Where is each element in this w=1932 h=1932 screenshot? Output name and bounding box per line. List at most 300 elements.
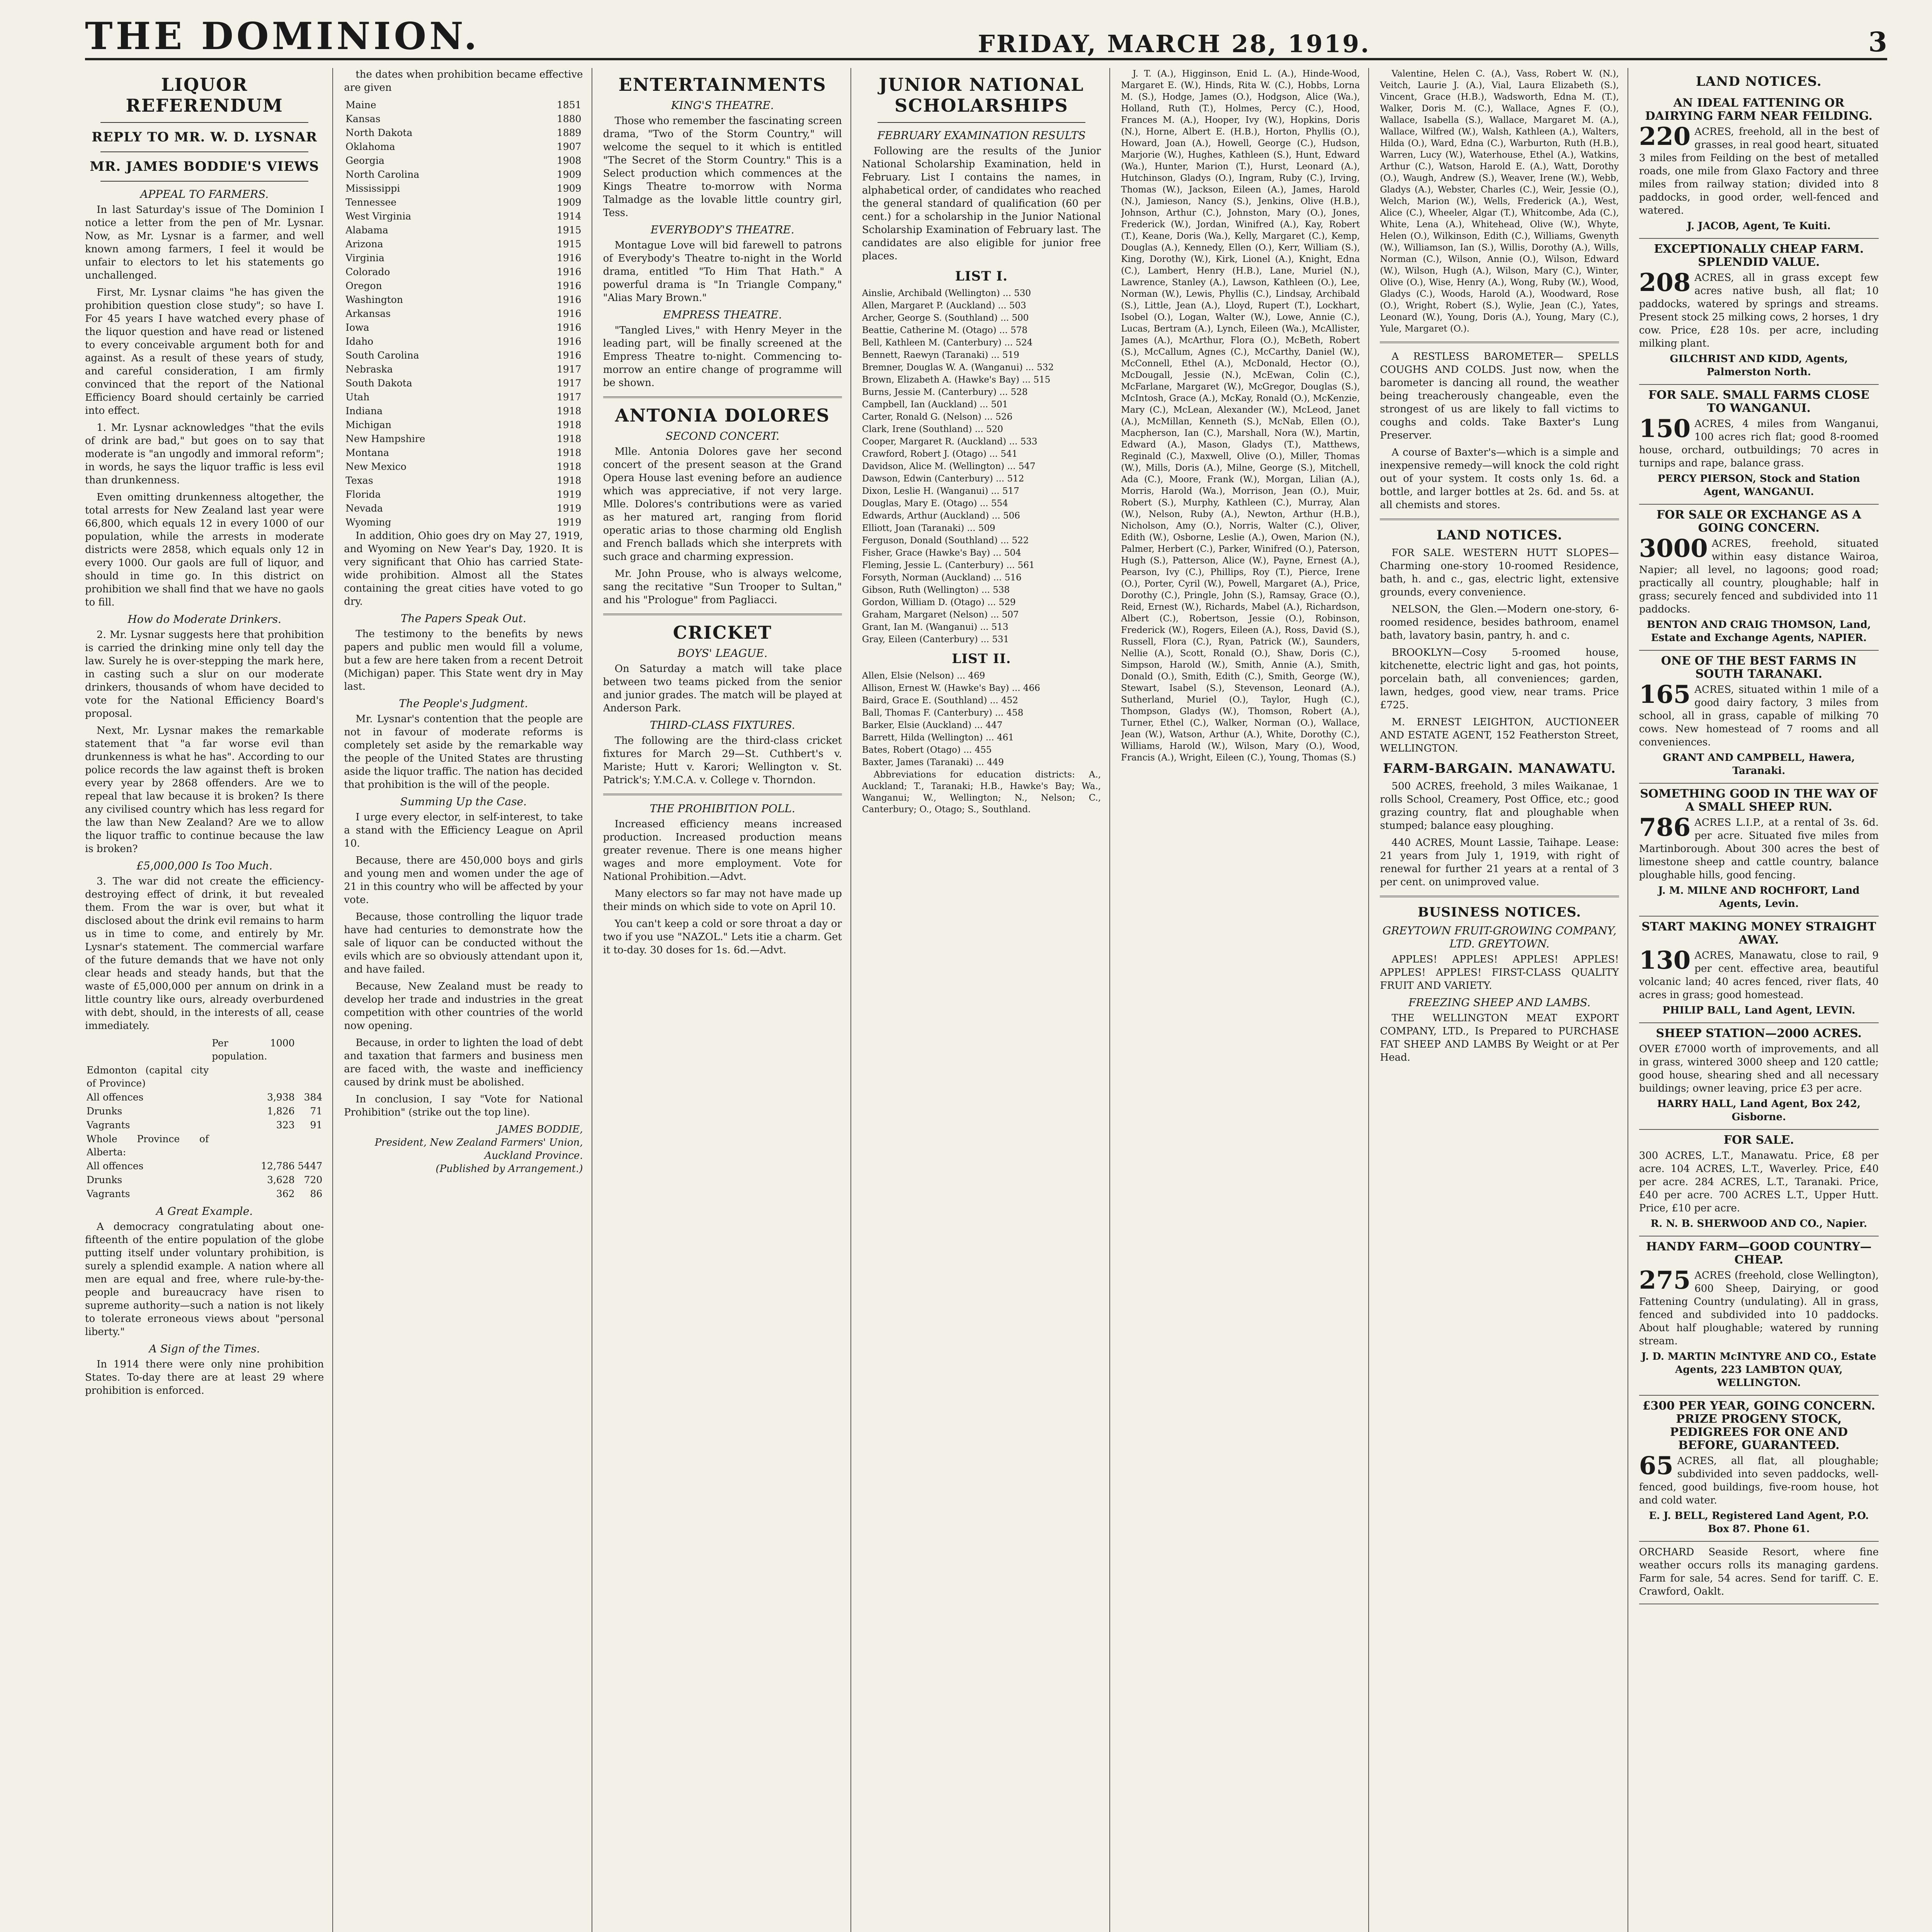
land-notices (1380, 546, 1619, 712)
ad-text: ACRES, freehold, situated within easy distance Wairoa, Napier; all level, no lagoons; good road; practically all country, ploughable; half in grass; securely fenced and subdivided into 11 paddocks. (1639, 538, 1879, 615)
paragraph: In 1914 there were only nine prohibition States. To-day there are at least 29 where prohibition is enforced. (85, 1359, 324, 1396)
state-name: North Dakota (345, 127, 413, 138)
state-name: Florida (345, 489, 381, 500)
list-item: Barrett, Hilda (Wellington) ... 461 (862, 733, 1014, 743)
ad-heading: SHEEP STATION—2000 ACRES. (1656, 1027, 1862, 1040)
section-heading: EMPRESS THEATRE. (663, 308, 782, 321)
divider (1380, 896, 1619, 897)
table-row (344, 223, 583, 237)
table-cell: Whole Province of Alberta: (87, 1133, 209, 1158)
list-item: Fisher, Grace (Hawke's Bay) ... 504 (862, 548, 1021, 558)
ad-body (1639, 1451, 1879, 1507)
state-name: North Carolina (345, 169, 420, 180)
state-year: 1919 (556, 489, 582, 500)
paragraph: Mlle. Antonia Dolores gave her second concert of the present season at the Grand Opera House last evening before an audience which was appreciative, if not very large. Mlle. Dolores's contributions were as varied as her matured art, ranging from florid operatic arias to those charming old English and French ballads which she interprets with such grace and charming expression. (603, 446, 842, 563)
article-heading: JUNIOR NATIONAL SCHOLARSHIPS (879, 74, 1084, 116)
ad-heading: AN IDEAL FATTENING OR DAIRYING FARM NEAR FEILDING. (1645, 96, 1873, 123)
divider (1380, 519, 1619, 520)
section-heading: Summing Up the Case. (400, 795, 527, 808)
list-item: Gray, Eileen (Canterbury) ... 531 (862, 634, 1009, 645)
state-name: Arkansas (345, 308, 391, 319)
state-year: 1917 (556, 378, 582, 389)
abbreviations: Abbreviations for education districts: A., Auckland; T., Taranaki; H.B., Hawke's Bay; Wa., Wanganui; W., Wellington; N., Nelson; C., Canterbury; O., Otago; S., Southland. (862, 770, 1101, 815)
paragraph: Because, New Zealand must be ready to develop her trade and industries in the great competition with other countries of the world now opening. (344, 981, 583, 1032)
state-name: Idaho (345, 336, 374, 347)
paragraph: Even omitting drunkenness altogether, the total arrests for New Zealand last year were 66,800, which equals 12 in every 1000 of our population, while the arrests in moderate districts were 2858, which equals only 12 in every 1000. Our gaols are full of liquor, and should in time go. In this district on prohibition we shall find that we have no gaols to fill. (85, 492, 324, 608)
state-name: Georgia (345, 155, 384, 166)
table-cell: Vagrants (87, 1188, 130, 1199)
ad-body (1639, 680, 1879, 749)
classified-ad (1639, 917, 1879, 1023)
ad-acreage: 65 (1639, 1451, 1673, 1480)
article-subheading: FEBRUARY EXAMINATION RESULTS (877, 129, 1086, 142)
state-year: 1908 (556, 155, 582, 166)
ad-acreage: 150 (1639, 414, 1691, 443)
ad-text: ACRES, Manawatu, close to rail, 9 per cent. effective area, beautiful volcanic land; 40 acres fenced, river flats, 40 acres in grass; good homestead. (1639, 950, 1879, 1001)
classified-ad (1639, 93, 1879, 239)
table-row (85, 1173, 324, 1187)
state-year: 1915 (556, 224, 582, 236)
table-cell (296, 1063, 324, 1090)
ad-body (1639, 946, 1879, 1002)
column-3 (603, 68, 851, 1932)
table-cell (296, 1132, 324, 1159)
paragraph: In addition, Ohio goes dry on May 27, 1919, and Wyoming on New Year's Day, 1920. It is very significant that Ohio has carried State-wide prohibition. Almost all the States containing the great cities have voted to go dry. (344, 530, 583, 607)
list-item: Dixon, Leslie H. (Wanganui) ... 517 (862, 486, 1019, 496)
article-heading: ANTONIA DOLORES (615, 405, 830, 426)
table-body (85, 1063, 324, 1201)
state-name: Kansas (345, 113, 381, 124)
list-item: Barker, Elsie (Auckland) ... 447 (862, 720, 1003, 730)
table-row (85, 1159, 324, 1173)
state-name: South Dakota (345, 378, 412, 389)
paragraph: 440 ACRES, Mount Lassie, Taihape. Lease: 21 years from July 1, 1919, with right of renewal for further 21 years at a rental of 3 per cent. on unimproved value. (1380, 837, 1619, 888)
state-name: West Virginia (345, 211, 412, 222)
list-item: Edwards, Arthur (Auckland) ... 506 (862, 511, 1020, 521)
table-row (344, 349, 583, 362)
paragraph: The testimony to the benefits by news papers and public men would fill a volume, but a few are here taken from a recent Detroit (Michigan) paper. This State went dry in May last. (344, 628, 583, 692)
classified-ad (1639, 1542, 1879, 1604)
ad-text: ACRES L.I.P., at a rental of 3s. 6d. per acre. Situated five miles from Martinborough. About 300 acres the best of limestone sheep and cattle country, balance ploughable hills, good fencing. (1639, 817, 1879, 881)
state-year: 1916 (556, 252, 582, 264)
table-row (344, 209, 583, 223)
ad-heading: GREYTOWN FRUIT-GROWING COMPANY, LTD. GREYTOWN. (1382, 924, 1617, 950)
section-heading: The Papers Speak Out. (400, 612, 526, 625)
ad-text: ACRES, situated within 1 mile of a good dairy factory, 3 miles from school, all in grass, capable of milking 70 cows. New homestead of 7 rooms and all conveniences. (1639, 684, 1879, 748)
state-name: Virginia (345, 252, 384, 264)
ad-agent: J. JACOB, Agent, Te Kuiti. (1687, 220, 1831, 232)
table-row (344, 376, 583, 390)
states-table (344, 98, 583, 529)
state-year: 1909 (556, 183, 582, 194)
section-heading: EVERYBODY'S THEATRE. (650, 223, 794, 236)
divider (100, 122, 308, 123)
ad-body (1639, 1266, 1879, 1348)
signature-title: President, New Zealand Farmers' Union, Auckland Province. (374, 1137, 583, 1162)
paragraph: You can't keep a cold or sore throat a day or two if you use "NAZOL." Lets itie a charm. Get it to-day. 30 doses for 1s. 6d.—Advt. (603, 918, 842, 956)
state-year: 1851 (556, 99, 582, 111)
paragraph: On Saturday a match will take place between two teams picked from the senior and junior grades. The match will be played at Anderson Park. (603, 663, 842, 714)
advertisements (1380, 350, 1619, 512)
table-cell: Drunks (87, 1174, 122, 1185)
state-year: 1918 (556, 433, 582, 444)
table-cell: 384 (304, 1092, 323, 1103)
list-item: Brown, Elizabeth A. (Hawke's Bay) ... 515 (862, 375, 1051, 385)
ad-heading: SOMETHING GOOD IN THE WAY OF A SMALL SHEEP RUN. (1640, 787, 1878, 814)
list-item: Bell, Kathleen M. (Canterbury) ... 524 (862, 338, 1033, 348)
paragraph: "Tangled Lives," with Henry Meyer in the leading part, will be finally screened at the Empress Theatre to-night. Commencing to-morrow an entire change of programme will be shown. (603, 325, 842, 389)
state-year: 1919 (556, 517, 582, 528)
table-row (85, 1063, 324, 1090)
table-row (344, 237, 583, 251)
list-item: Forsyth, Norman (Auckland) ... 516 (862, 573, 1022, 583)
list-item: Ainslie, Archibald (Wellington) ... 530 (862, 288, 1031, 298)
list-item: Crawford, Robert J. (Otago) ... 541 (862, 449, 1018, 459)
state-name: South Carolina (345, 350, 419, 361)
list-heading: LIST II. (952, 651, 1011, 667)
classified-ad (1639, 1130, 1879, 1236)
ad-acreage: 3000 (1639, 534, 1708, 563)
paragraph: Increased efficiency means increased production. Increased production means greater revenue. There is one means higher wages and more employment. Vote for National Prohibition.—Advt. (603, 818, 842, 883)
auctioneer-notice: M. ERNEST LEIGHTON, AUCTIONEER AND ESTATE AGENT, 152 Featherston Street, WELLINGTON. (1380, 716, 1619, 754)
ad-heading: FOR SALE. SMALL FARMS CLOSE TO WANGANUI. (1648, 388, 1869, 415)
paper-title: THE DOMINION. (85, 14, 480, 58)
state-name: Maine (345, 99, 376, 111)
column-1 (85, 68, 333, 1932)
state-name: Michigan (345, 419, 391, 430)
ad-text: ACRES, 4 miles from Wanganui, 100 acres rich flat; good 8-roomed house, orchard, outbuildings; 70 acres in turnips and rape, balance grass. (1639, 418, 1879, 469)
table-row (85, 1118, 324, 1132)
classified-ad (1639, 1396, 1879, 1542)
table-row (344, 293, 583, 307)
table-header-cell (296, 1036, 324, 1063)
divider (603, 794, 842, 795)
state-name: Mississippi (345, 183, 400, 194)
list-item: Grant, Ian M. (Wanganui) ... 513 (862, 622, 1009, 632)
ad-text: ORCHARD Seaside Resort, where fine weather occurs rolls its managing gardens. Farm for sale, 54 acres. Send for tariff. C. E. Crawford, Oaklt. (1639, 1546, 1879, 1597)
classified-ad (1639, 385, 1879, 505)
article-heading: ENTERTAINMENTS (618, 74, 827, 95)
paragraph: Next, Mr. Lysnar makes the remarkable statement that "a far worse evil than drunkenness is what he has". According to our police records the law against theft is broken every year by 2868 offenders. Are we to repeal that law because it is broken? Is there any civilised country which has less regard for the law than New Zealand? Are we to allow the liquor traffic to continue because the law is broken? (85, 725, 324, 855)
ad-body (1639, 268, 1879, 350)
ad-heading: £300 PER YEAR, GOING CONCERN. PRIZE PROGENY STOCK, PEDIGREES FOR ONE AND BEFORE, GUARANTEED. (1642, 1399, 1876, 1452)
state-name: Nebraska (345, 364, 393, 375)
table-cell: Drunks (87, 1105, 122, 1117)
state-name: Colorado (345, 266, 390, 277)
table-cell: 362 (276, 1188, 295, 1199)
section-heading: THE PROHIBITION POLL. (650, 802, 795, 815)
paragraph: 3. The war did not create the efficiency-destroying effect of drink, it but revealed them. From the war is over, but what it disclosed about the drink evil remains to harm us in time to come, and entirely by Mr. Lysnar's statement. The commercial warfare of the future demands that we have not only clear heads and steady hands, but that the waste of £5,000,000 per annum on drink in a little country like ours, already overburdened with debt, should, in the interests of all, cease immediately. (85, 876, 324, 1032)
list-heading: LIST I. (955, 269, 1008, 284)
state-year: 1916 (556, 308, 582, 319)
section-heading: BOYS' LEAGUE. (677, 647, 768, 660)
table-cell: 720 (304, 1174, 323, 1185)
article-heading: LIQUOR REFERENDUM (126, 74, 283, 116)
state-year: 1916 (556, 294, 582, 305)
classified-ad (1639, 651, 1879, 784)
ad-agent: GILCHRIST AND KIDD, Agents, Palmerston North. (1670, 353, 1848, 378)
divider (100, 181, 308, 182)
table-row (344, 321, 583, 335)
classified-ad (1639, 1023, 1879, 1130)
table-row (344, 460, 583, 474)
state-year: 1916 (556, 322, 582, 333)
list-item: Bennett, Raewyn (Taranaki) ... 519 (862, 350, 1019, 360)
state-name: New Hampshire (345, 433, 425, 444)
ad-body (1639, 1546, 1879, 1598)
table-row (344, 390, 583, 404)
land-notice: BROOKLYN—Cosy 5-roomed house, kitchenette, electric light and gas, hot points, porcelain bath, all conveniences; garden, lawn, hedges, good view, near trams. Price £725. (1380, 647, 1619, 711)
state-year: 1909 (556, 169, 582, 180)
paragraph: 2. Mr. Lysnar suggests here that prohibition is carried the drinking mine only tell day the law. Surely he is over-stepping the mark here, in casting such a slur on our moderate drinkers, thousands of whom have decided to vote for the National Efficiency Board's proposal. (85, 629, 324, 719)
ad-acreage: 208 (1639, 268, 1691, 297)
ad-heading: ONE OF THE BEST FARMS IN SOUTH TARANAKI. (1661, 654, 1857, 681)
column-2 (344, 68, 592, 1932)
masthead (85, 15, 1887, 60)
ad-acreage: 130 (1639, 946, 1691, 975)
state-name: Oklahoma (345, 141, 395, 152)
state-name: Montana (345, 447, 389, 458)
ad-body (1639, 1149, 1879, 1215)
table-row (344, 335, 583, 349)
ad-heading: START MAKING MONEY STRAIGHT AWAY. (1641, 920, 1876, 947)
paragraph: 1. Mr. Lysnar acknowledges "that the evils of drink are bad," but goes on to say that moderate is "an ungodly and immoral reform"; in words, he says the liquor traffic is less evil than drunkenness. (85, 422, 324, 486)
state-year: 1909 (556, 197, 582, 208)
table-row (344, 126, 583, 140)
column-7 (1639, 68, 1887, 1932)
advertisement: A course of Baxter's—which is a simple and inexpensive remedy—will knock the cold right out of your system. It costs only 1s. 6d. a bottle, and larger bottles at 2s. 6d. and 5s. at all chemists and stores. (1380, 447, 1619, 511)
state-name: Nevada (345, 503, 383, 514)
column-5 (1121, 68, 1369, 1932)
list-item: Fleming, Jessie L. (Canterbury) ... 561 (862, 560, 1035, 570)
section-heading: LAND NOTICES. (1436, 527, 1563, 543)
table-header-cell: Per 1000 population. (212, 1037, 295, 1062)
paragraph: Because, those controlling the liquor trade have had centuries to demonstrate how the sale of liquor can be conducted without the evils which are so obviously attendant upon it, and have failed. (344, 911, 583, 975)
section-heading: LAND NOTICES. (1696, 74, 1822, 89)
section-heading: FARM-BARGAIN. MANAWATU. (1383, 761, 1616, 776)
section-heading: £5,000,000 Is Too Much. (136, 859, 273, 872)
ad-agent: HARRY HALL, Land Agent, Box 242, Gisborne. (1657, 1098, 1861, 1123)
statistics-table (85, 1036, 324, 1201)
list-item: Carter, Ronald G. (Nelson) ... 526 (862, 412, 1013, 422)
ad-agent: J. D. MARTIN McINTYRE AND CO., Estate Agents, 223 LAMBTON QUAY, WELLINGTON. (1641, 1351, 1876, 1389)
table-row (344, 432, 583, 446)
table-row (85, 1132, 324, 1159)
state-year: 1916 (556, 266, 582, 277)
paragraph: the dates when prohibition became effective are given (344, 69, 583, 94)
paragraph: Montague Love will bid farewell to patrons of Everybody's Theatre to-night in the World drama, entitled "To Him That Hath." A powerful drama is "In Triangle Company," "Alias Mary Brown." (603, 240, 842, 304)
paragraph: APPLES! APPLES! APPLES! APPLES! APPLES! APPLES! FIRST-CLASS QUALITY FRUIT AND VARIETY. (1380, 954, 1619, 992)
state-year: 1917 (556, 391, 582, 403)
table-cell: 86 (310, 1188, 323, 1199)
table-cell: Edmonton (capital city of Province) (87, 1065, 209, 1089)
article-subheading: REPLY TO MR. W. D. LYSNAR (92, 129, 317, 145)
ad-body (1639, 414, 1879, 470)
paragraph: Because, there are 450,000 boys and girls and young men and women under the age of 21 in this country who will be affected by your vote. (344, 855, 583, 906)
list-item: Graham, Margaret (Nelson) ... 507 (862, 610, 1019, 620)
table-row (344, 502, 583, 515)
state-year: 1918 (556, 419, 582, 430)
list-item: Allen, Elsie (Nelson) ... 469 (862, 671, 985, 681)
state-name: New Mexico (345, 461, 406, 472)
list-item: Baxter, James (Taranaki) ... 449 (862, 757, 1004, 767)
columns (85, 68, 1887, 1932)
ad-agent: J. M. MILNE AND ROCHFORT, Land Agents, Levin. (1658, 885, 1860, 910)
paragraph: First, Mr. Lysnar claims "he has given the prohibition question close study"; so have I. For 45 years I have watched every phase of the liquor question and have read or listened to every conceivable argument both for and against. As a result of these years of study, and careful consideration, I am firmly convinced that the report of the National Efficiency Board should certainly be carried into effect. (85, 287, 324, 417)
table-row (344, 418, 583, 432)
list-item: Campbell, Ian (Auckland) ... 501 (862, 400, 1008, 410)
ad-heading: FOR SALE OR EXCHANGE AS A GOING CONCERN. (1656, 508, 1861, 535)
classified-ad (1639, 239, 1879, 385)
ad-body (1639, 1043, 1879, 1095)
table-row (344, 279, 583, 293)
state-year: 1914 (556, 211, 582, 222)
state-year: 1915 (556, 238, 582, 250)
paragraph: The following are the third-class cricket fixtures for March 29—St. Cuthbert's v. Mariste; Hutt v. Karori; Wellington v. St. Patrick's; Y.M.C.A. v. College v. Thorndon. (603, 735, 842, 786)
list-item: Ball, Thomas F. (Canterbury) ... 458 (862, 708, 1024, 718)
results-list (862, 287, 1101, 645)
ad-agent: PHILIP BALL, Land Agent, LEVIN. (1662, 1005, 1855, 1016)
classified-ad (1639, 505, 1879, 651)
table-cell: Vagrants (87, 1119, 130, 1131)
state-name: Alabama (345, 224, 388, 236)
list-item: Clark, Irene (Southland) ... 520 (862, 424, 1003, 434)
ad-text: ACRES, all flat, all ploughable; subdivided into seven paddocks, well-fenced, good buildings, five-room house, hot and cold water. (1639, 1455, 1879, 1506)
paragraph: 500 ACRES, freehold, 3 miles Waikanae, 1 rolls School, Creamery, Post Office, etc.; good grazing country, flat and ploughable when stumped; balance easy ploughing. (1380, 781, 1619, 832)
ad-heading: FOR SALE. (1723, 1133, 1794, 1147)
ad-text: OVER £7000 worth of improvements, and all in grass, wintered 3000 sheep and 120 cattle; good house, shearing shed and all necessary buildings; owner leaving, price £3 per acre. (1639, 1043, 1879, 1094)
list-item: Bremner, Douglas W. A. (Wanganui) ... 532 (862, 362, 1054, 372)
section-heading: SECOND CONCERT. (665, 430, 780, 442)
page-number: 3 (1868, 26, 1887, 58)
ad-agent: GRANT AND CAMPBELL, Hawera, Taranaki. (1663, 752, 1855, 777)
ad-text: 300 ACRES, L.T., Manawatu. Price, £8 per acre. 104 ACRES, L.T., Waverley. Price, £40 per acre. 284 ACRES, L.T., Taranaki. Price, £40 per acre. 700 ACRES L.T., Upper Hutt. Price, £10 per acre. (1639, 1150, 1879, 1214)
state-year: 1880 (556, 113, 582, 124)
table-cell: 5447 (298, 1160, 323, 1172)
classified-ads (1639, 93, 1879, 1604)
table-cell: 323 (276, 1119, 295, 1131)
divider (603, 614, 842, 615)
article-subheading: APPEAL TO FARMERS. (140, 188, 269, 201)
ad-acreage: 786 (1639, 813, 1691, 842)
ad-agent: PERCY PIERSON, Stock and Station Agent, WANGANUI. (1657, 473, 1860, 498)
table-row (344, 182, 583, 196)
paragraph: Following are the results of the Junior National Scholarship Examination, held in February. List I contains the names, in alphabetical order, of candidates who reached the general standard of qualification (60 per cent.) for a scholarship in the Junior National Scholarship Examination of February last. The candidates are also eligible for junior free places. (862, 145, 1101, 262)
table-cell (210, 1063, 296, 1090)
publication-note: (Published by Arrangement.) (435, 1163, 583, 1175)
state-year: 1919 (556, 503, 582, 514)
list-item: Baird, Grace E. (Southland) ... 452 (862, 696, 1018, 706)
list-item: Archer, George S. (Southland) ... 500 (862, 313, 1029, 323)
paragraph: A democracy congratulating about one-fifteenth of the entire population of the globe putting itself under voluntary prohibition, is surely a splendid example. A nation where all men are equal and free, where rule-by-the-people and bureaucracy have risen to supreme authority—such a nation is not likely to tolerate erroneous views about "personal liberty." (85, 1221, 324, 1338)
table-cell: All offences (87, 1160, 144, 1172)
table-row (344, 446, 583, 460)
paragraph: Mr. John Prouse, who is always welcome, sang the recitative "Sun Trooper to Sultan," and his "Prologue" from Pagliacci. (603, 568, 842, 606)
table-cell: 71 (310, 1105, 323, 1117)
table-row (344, 265, 583, 279)
table-row (85, 1090, 324, 1104)
ad-agent: E. J. BELL, Registered Land Agent, P.O. Box 87. Phone 61. (1649, 1510, 1869, 1535)
ad-acreage: 165 (1639, 680, 1691, 709)
table-row (344, 362, 583, 376)
ad-agent: BENTON AND CRAIG THOMSON, Land, Estate and Exchange Agents, NAPIER. (1646, 619, 1871, 644)
ad-body (1639, 534, 1879, 616)
list-item: Dawson, Edwin (Canterbury) ... 512 (862, 474, 1024, 484)
table-row (344, 251, 583, 265)
divider (1380, 342, 1619, 343)
table-cell: 1,826 (267, 1105, 295, 1117)
state-year: 1916 (556, 280, 582, 291)
section-heading: BUSINESS NOTICES. (1418, 905, 1582, 920)
divider (603, 396, 842, 398)
paragraph: I urge every elector, in self-interest, to take a stand with the Efficiency League on April 10. (344, 811, 583, 849)
table-body (344, 98, 583, 529)
list-item: Douglas, Mary E. (Otago) ... 554 (862, 498, 1008, 509)
table-row (344, 196, 583, 209)
table-row (344, 404, 583, 418)
advertisement: A RESTLESS BAROMETER— SPELLS COUGHS AND COLDS. Just now, when the barometer is dancing all round, the weather being treacherously changeable, even the strongest of us are likely to fall victims to coughs and colds. Take Baxter's Lung Preserver. (1380, 351, 1619, 441)
state-name: Texas (345, 475, 373, 486)
section-heading: THIRD-CLASS FIXTURES. (650, 719, 795, 731)
land-notice: NELSON, the Glen.—Modern one-story, 6-roomed residence, besides bathroom, enamel bath, lavatory basin, pantry, h. and c. (1380, 604, 1619, 641)
table-row (344, 515, 583, 529)
section-heading: How do Moderate Drinkers. (128, 613, 281, 626)
list-item: Elliott, Joan (Taranaki) ... 509 (862, 523, 995, 533)
table-row (344, 168, 583, 182)
list-item: Allen, Margaret P. (Auckland) ... 503 (862, 301, 1026, 311)
table-header-row (85, 1036, 324, 1063)
table-cell (210, 1132, 296, 1159)
table-row (344, 307, 583, 321)
table-row (344, 154, 583, 168)
ad-body (1639, 813, 1879, 882)
paragraph: In last Saturday's issue of The Dominion I notice a letter from the pen of Mr. Lysnar. Now, as Mr. Lysnar is a farmer, and well known among farmers, I feel it would be unfair to electors to let his statements go unchallenged. (85, 204, 324, 281)
state-year: 1918 (556, 475, 582, 486)
table-row (344, 112, 583, 126)
list-item: Bates, Robert (Otago) ... 455 (862, 745, 992, 755)
column-4 (862, 68, 1110, 1932)
list-item: Allison, Ernest W. (Hawke's Bay) ... 466 (862, 683, 1040, 693)
article-heading: CRICKET (673, 622, 772, 643)
ad-body (1639, 122, 1879, 217)
ad-heading: HANDY FARM—GOOD COUNTRY—CHEAP. (1646, 1240, 1872, 1267)
state-name: Arizona (345, 238, 383, 250)
section-heading: A Great Example. (156, 1205, 253, 1218)
paragraph: THE WELLINGTON MEAT EXPORT COMPANY, LTD., Is Prepared to PURCHASE FAT SHEEP AND LAMBS By Weight or at Per Head. (1380, 1012, 1619, 1063)
divider (100, 151, 308, 152)
state-name: Tennessee (345, 197, 397, 208)
state-year: 1918 (556, 447, 582, 458)
table-cell: 3,938 (267, 1092, 295, 1103)
names-list: Valentine, Helen C. (A.), Vass, Robert W. (N.), Veitch, Laurie J. (A.), Vial, Laura Elizabeth (S.), Vincent, Grace (H.B.), Wadsworth, Edna M. (T.), Walker, Doris M. (C.), Wallace, Agnes F. (O.), Wallace, Isabella (S.), Wallace, Margaret M. (A.), Wallace, Wilfred (W.), Walsh, Kathleen (A.), Walters, Hilda (O.), Ward, Edna (C.), Warburton, Ruth (H.B.), Warren, Lucy (W.), Waterhouse, Ethel (A.), Watkins, Arthur (C.), Watson, Harold E. (A.), Watt, Dorothy (O.), Waugh, Andrew (S.), Weaver, Irene (W.), Webb, Gladys (A.), Webster, Charles (C.), Weir, Jessie (O.), Welch, Marion (W.), Wells, Frederick (A.), West, Alice (C.), Wheeler, Algar (T.), Whitcombe, Ada (C.), White, Lena (A.), Whitehead, Olive (W.), Whyte, Helen (O.), Wilkinson, Edith (C.), Williams, Gwenyth (W.), Williamson, Ian (S.), Willis, Dorothy (A.), Wills, Norman (C.), Wilson, Annie (O.), Wilson, Edward (W.), Wilson, Hugh (A.), Wilson, Mary (C.), Winter, Olive (O.), Wise, Henry (A.), Wong, Ruby (W.), Wood, Gladys (C.), Woods, Harold (A.), Woodward, Rose (O.), Wright, Robert (S.), Wylie, Jean (C.), Yates, Leonard (W.), Young, Doris (A.), Young, Mary (C.), Yule, Margaret (O.). (1380, 69, 1619, 334)
list-item: Ferguson, Donald (Southland) ... 522 (862, 536, 1029, 546)
state-year: 1907 (556, 141, 582, 152)
column-6 (1380, 68, 1628, 1932)
table-row (344, 140, 583, 154)
list-item: Gordon, William D. (Otago) ... 529 (862, 597, 1016, 607)
state-year: 1916 (556, 336, 582, 347)
ad-text: ACRES, all in grass except few acres native bush, all flat; 10 paddocks, watered by springs and streams. Present stock 25 milking cows, 2 horses, 1 dry cow. Price, £28 10s. per acre, including milking plant. (1639, 272, 1879, 349)
state-name: Iowa (345, 322, 369, 333)
state-name: Wyoming (345, 517, 391, 528)
table-row (344, 474, 583, 488)
state-name: Utah (345, 391, 370, 403)
state-name: Washington (345, 294, 403, 305)
ad-text: ACRES, freehold, all in the best of grasses, in real good heart, situated 3 miles from Feilding on the best of metalled roads, one mile from Glaxo Factory and three miles from railway station; divided into 8 paddocks, in good order, well-fenced and watered. (1639, 126, 1879, 216)
state-name: Indiana (345, 405, 383, 417)
state-year: 1918 (556, 461, 582, 472)
section-heading: A Sign of the Times. (149, 1342, 260, 1355)
